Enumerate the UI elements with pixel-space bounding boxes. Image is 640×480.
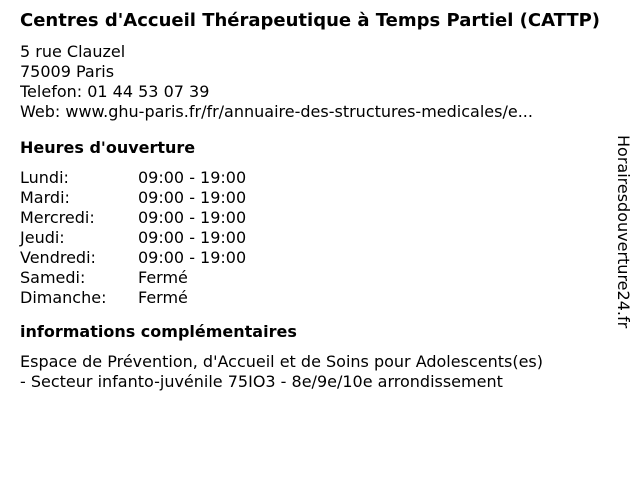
hours-row	[20, 228, 610, 248]
hours-row	[20, 168, 610, 188]
hours-value: 09:00 - 19:00	[138, 248, 247, 267]
site-watermark-label: Horairesdouverture24.fr	[614, 135, 633, 329]
info-heading: informations complémentaires	[20, 322, 297, 341]
hours-heading: Heures d'ouverture	[20, 138, 196, 157]
hours-value: 09:00 - 19:00	[138, 168, 247, 187]
content	[20, 10, 610, 392]
hours-value: 09:00 - 19:00	[138, 228, 247, 247]
address-block	[20, 42, 610, 122]
hours-value: Fermé	[138, 288, 188, 307]
hours-value: 09:00 - 19:00	[138, 208, 247, 227]
info-line: - Secteur infanto-juvénile 75IO3 - 8e/9e/10e arrondissement	[20, 372, 503, 391]
hours-row	[20, 188, 610, 208]
website-link[interactable]: Web: www.ghu-paris.fr/fr/annuaire-des-structures-medicales/e...	[20, 102, 533, 121]
hours-value: 09:00 - 19:00	[138, 188, 247, 207]
day-label: Vendredi:	[20, 248, 96, 267]
info-line: Espace de Prévention, d'Accueil et de Soins pour Adolescents(es)	[20, 352, 543, 371]
info-description	[20, 352, 610, 392]
street-address: 5 rue Clauzel	[20, 42, 126, 61]
day-label: Jeudi:	[20, 228, 65, 247]
hours-row	[20, 248, 610, 268]
day-label: Mardi:	[20, 188, 70, 207]
hours-row	[20, 268, 610, 288]
hours-row	[20, 208, 610, 228]
hours-row	[20, 288, 610, 308]
day-label: Samedi:	[20, 268, 86, 287]
hours-value: Fermé	[138, 268, 188, 287]
day-label: Lundi:	[20, 168, 69, 187]
day-label: Dimanche:	[20, 288, 107, 307]
day-label: Mercredi:	[20, 208, 95, 227]
phone-number[interactable]: Telefon: 01 44 53 07 39	[20, 82, 210, 101]
city: 75009 Paris	[20, 62, 115, 81]
page-title: Centres d'Accueil Thérapeutique à Temps Partiel (CATTP)	[20, 10, 601, 31]
hours-table	[20, 168, 610, 308]
